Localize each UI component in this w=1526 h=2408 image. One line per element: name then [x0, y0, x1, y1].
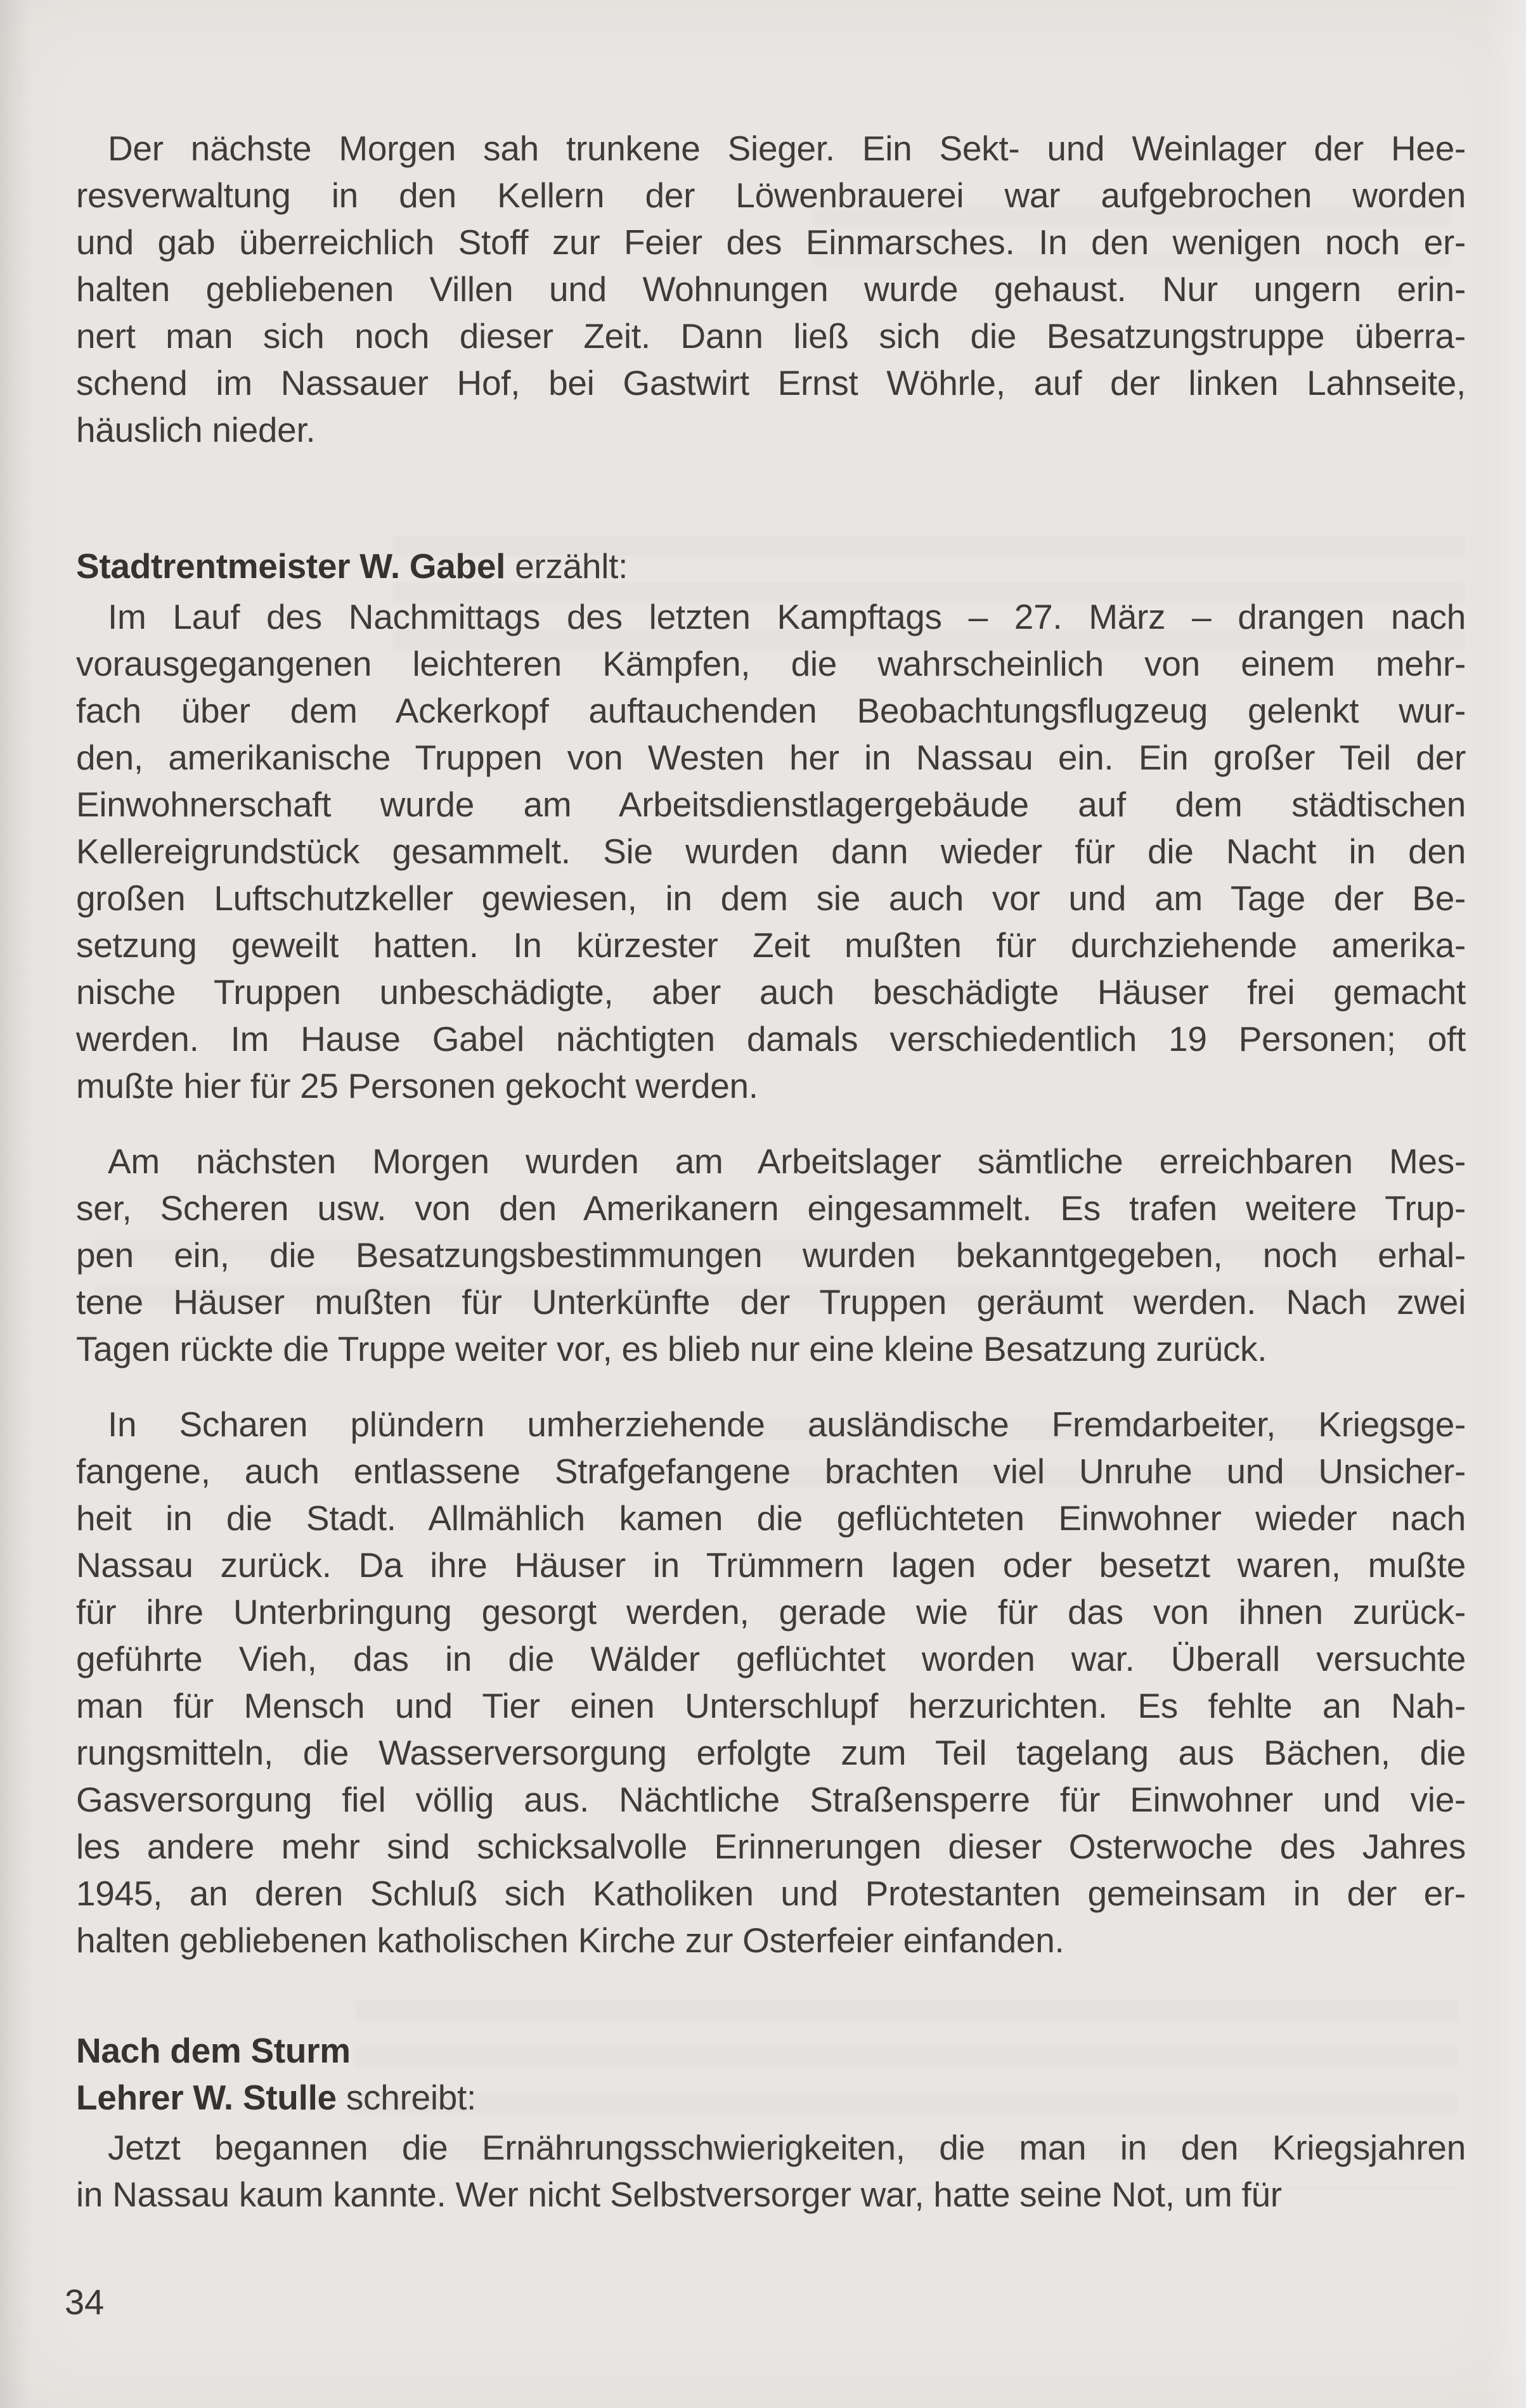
heading-person-name: Lehrer W. Stulle	[76, 2078, 337, 2117]
text-line: werden. Im Hause Gabel nächtigten damals verschiedentlich 19 Personen; oft	[76, 1019, 1466, 1059]
text-line: geführte Vieh, das in die Wälder geflüchtet worden war. Überall versuchte	[76, 1639, 1466, 1678]
text-line: Nassau zurück. Da ihre Häuser in Trümmern lagen oder besetzt waren, mußte	[76, 1545, 1466, 1585]
text-line: Kellereigrundstück gesammelt. Sie wurden dann wieder für die Nacht in den	[76, 832, 1466, 871]
text-line: Einwohnerschaft wurde am Arbeitsdienstlagergebäude auf dem städtischen	[76, 785, 1466, 824]
scan-edge-highlight	[1482, 0, 1526, 2408]
text-line: pen ein, die Besatzungsbestimmungen wurden bekanntgegeben, noch erhal-	[76, 1235, 1466, 1275]
text-line: für ihre Unterbringung gesorgt werden, gerade wie für das von ihnen zurück-	[76, 1592, 1466, 1632]
text-line: und gab überreichlich Stoff zur Feier des Einmarsches. In den wenigen noch er-	[76, 222, 1466, 262]
text-line: den, amerikanische Truppen von Westen her in Nassau ein. Ein großer Teil der	[76, 738, 1466, 777]
text-line: großen Luftschutzkeller gewiesen, in dem sie auch vor und am Tage der Be-	[76, 879, 1466, 918]
text-line: fangene, auch entlassene Strafgefangene brachten viel Unruhe und Unsicher-	[76, 1452, 1466, 1491]
text-line: schend im Nassauer Hof, bei Gastwirt Ernst Wöhrle, auf der linken Lahnseite,	[76, 363, 1466, 402]
intro-paragraph	[76, 125, 1466, 453]
text-line: vorausgegangenen leichteren Kämpfen, die wahrscheinlich von einem mehr-	[76, 644, 1466, 683]
section-heading-gabel	[76, 543, 1466, 589]
text-line: les andere mehr sind schicksalvolle Erinnerungen dieser Osterwoche des Jahres	[76, 1827, 1466, 1866]
text-line: nert man sich noch dieser Zeit. Dann ließ sich die Besatzungstruppe überra-	[76, 316, 1466, 356]
heading-suffix: schreibt:	[336, 2078, 476, 2117]
text-line: Der nächste Morgen sah trunkene Sieger. Ein Sekt- und Weinlager der Hee-	[108, 129, 1466, 168]
text-line: ser, Scheren usw. von den Amerikanern eingesammelt. Es trafen weitere Trup-	[76, 1188, 1466, 1228]
section-heading-sturm	[76, 2027, 1466, 2074]
heading-person-name: Stadtrentmeister W. Gabel	[76, 546, 506, 586]
text-line: 1945, an deren Schluß sich Katholiken und Protestanten gemeinsam in der er-	[76, 1874, 1466, 1913]
text-line: setzung geweilt hatten. In kürzester Zeit mußten für durchziehende amerika-	[76, 925, 1466, 965]
text-line: mußte hier für 25 Personen gekocht werden.	[76, 1066, 758, 1105]
text-line: Tagen rückte die Truppe weiter vor, es blieb nur eine kleine Besatzung zurück.	[76, 1329, 1267, 1368]
heading-title: Nach dem Sturm	[76, 2031, 351, 2070]
gabel-paragraph-2	[76, 1138, 1466, 1372]
text-line: fach über dem Ackerkopf auftauchenden Beobachtungsflugzeug gelenkt wur-	[76, 691, 1466, 730]
heading-suffix: erzählt:	[505, 546, 628, 586]
text-line: nische Truppen unbeschädigte, aber auch beschädigte Häuser frei gemacht	[76, 972, 1466, 1012]
stulle-paragraph-1	[76, 2124, 1466, 2218]
text-line: tene Häuser mußten für Unterkünfte der Truppen geräumt werden. Nach zwei	[76, 1282, 1466, 1322]
text-line: Am nächsten Morgen wurden am Arbeitslager sämtliche erreichbaren Mes-	[108, 1142, 1466, 1181]
text-line: in Nassau kaum kannte. Wer nicht Selbstversorger war, hatte seine Not, um für	[76, 2175, 1282, 2214]
section-heading-stulle	[76, 2074, 1466, 2121]
text-line: Gasversorgung fiel völlig aus. Nächtliche Straßensperre für Einwohner und vie-	[76, 1780, 1466, 1819]
text-line: rungsmitteln, die Wasserversorgung erfolgte zum Teil tagelang aus Bächen, die	[76, 1733, 1466, 1772]
text-line: halten gebliebenen Villen und Wohnungen wurde gehaust. Nur ungern erin-	[76, 269, 1466, 309]
text-line: Im Lauf des Nachmittags des letzten Kampftags – 27. März – drangen nach	[108, 597, 1466, 636]
scan-edge-shadow	[0, 0, 29, 2408]
text-line: resverwaltung in den Kellern der Löwenbrauerei war aufgebrochen worden	[76, 176, 1466, 215]
text-line: halten gebliebenen katholischen Kirche zur Osterfeier einfanden.	[76, 1921, 1064, 1960]
text-line: häuslich nieder.	[76, 410, 316, 449]
page-number: 34	[65, 2282, 105, 2322]
text-line: man für Mensch und Tier einen Unterschlupf herzurichten. Es fehlte an Nah-	[76, 1686, 1466, 1725]
gabel-paragraph-1	[76, 593, 1466, 1109]
page-text	[65, 125, 1466, 2326]
text-line: Jetzt begannen die Ernährungsschwierigkeiten, die man in den Kriegsjahren	[108, 2128, 1466, 2167]
gabel-paragraph-3	[76, 1401, 1466, 1964]
text-line: In Scharen plündern umherziehende ausländische Fremdarbeiter, Kriegsge-	[108, 1405, 1466, 1444]
text-line: heit in die Stadt. Allmählich kamen die geflüchteten Einwohner wieder nach	[76, 1498, 1466, 1538]
